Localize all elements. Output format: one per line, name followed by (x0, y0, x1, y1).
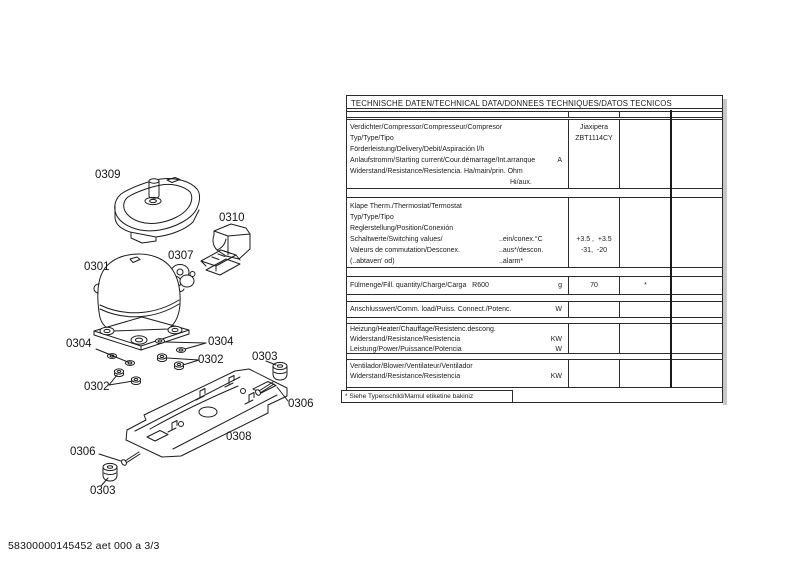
part-label-0308: 0308 (226, 431, 252, 443)
part-label-0310: 0310 (219, 212, 245, 224)
table-row-compressor: Verdichter/Compressor/Compresseur/Compresor Typ/Type/Tipo Förderleistung/Delivery/Debit/Aspiración l/h Anlaufstromm/Starting current/Cour.démarrage/Int.arranque A Widerstand/Resistance/Resistencia. Ha/main/prin. Ohm Hi/aux. Jiaxipera ZBT1114CY (346, 119, 723, 189)
row-text: Anschlusswert/Comm. load/Puiss. Connect./Potenc. W (347, 302, 568, 317)
row-text: Typ/Type/Tipo (350, 135, 394, 142)
table-row-spacer (346, 111, 723, 118)
compressor-model: ZBT1114CY (575, 135, 613, 142)
unit-label: g (558, 282, 562, 289)
table-thick-divider (670, 110, 672, 388)
table-row-fill-quantity (346, 276, 723, 295)
unit-label: A (557, 157, 562, 164)
row-text: Typ/Type/Tipo (350, 214, 394, 221)
row-text: Anlaufstromm/Starting current/Cour.démarrage/Int.arranque A (350, 157, 562, 164)
fill-quantity-note: * (619, 277, 671, 294)
switching-value-off: -31, -20 (580, 247, 608, 254)
drip-tray-part (115, 178, 200, 244)
table-row-thermostat (346, 197, 723, 268)
part-label-0306-left: 0306 (70, 446, 96, 458)
part-label-0304-left: 0304 (66, 338, 92, 350)
table-row-blower (346, 359, 723, 388)
row-text: (..abtaven' od) ..alarm* (350, 258, 524, 265)
compressor-brand: Jiaxipera (579, 124, 608, 131)
mounting-clip-part (201, 250, 240, 275)
value-cell (568, 198, 619, 267)
part-label-0306-right: 0306 (288, 398, 314, 410)
unit-label: KW (550, 336, 562, 343)
technical-data-table (346, 95, 723, 403)
unit-label: KW (550, 373, 562, 380)
table-row-connected-load (346, 301, 723, 318)
part-label-0307: 0307 (168, 250, 194, 262)
row-text: Schaltwerte/Switching values/ ..ein/conex.°C (350, 236, 543, 243)
value-cell (568, 120, 619, 188)
row-text: Widerstand/Resistance/Resistencia. Ha/main/prin. Ohm (350, 168, 523, 175)
row-text: Widerstand/Resistance/Resistencia KW (350, 373, 562, 380)
unit-label: W (555, 306, 562, 313)
row-text: Verdichter/Compressor/Compresseur/Compresor (350, 124, 503, 131)
part-label-0309: 0309 (95, 169, 121, 181)
row-text: Klape Therm./Thermostat/Termostat (350, 203, 462, 210)
fill-quantity-value: 70 (568, 277, 619, 294)
row-text: Valeurs de commutation/Desconex. ..aus*/descon. (350, 247, 544, 254)
part-label-0303-right: 0303 (252, 351, 278, 363)
row-text: Förderleistung/Delivery/Debit/Aspiración l/h (350, 146, 485, 153)
part-label-0304-right: 0304 (208, 336, 234, 348)
row-text: Heizung/Heater/Chauffage/Resistenc.descong. (350, 326, 496, 333)
switching-value-on: +3.5 , +3.5 (576, 236, 612, 243)
base-plate-part (126, 369, 287, 457)
part-label-0302-right: 0302 (198, 354, 224, 366)
table-title: TECHNISCHE DATEN/TECHNICAL DATA/DONNEES TECHNIQUES/DATOS TECNICOS (347, 96, 722, 109)
document-number: 58300000145452 aet 000 a 3/3 (8, 540, 160, 552)
unit-label: W (555, 346, 562, 353)
row-text: Fülmenge/Fill. quantity/Charge/Carga R600 g (347, 277, 568, 294)
part-label-0303-bottom: 0303 (90, 485, 116, 497)
table-footnote: * Siehe Typenschild/Mamul etiketine bakiniz (341, 390, 513, 403)
table-shadow (723, 99, 727, 405)
part-label-0302-left: 0302 (84, 381, 110, 393)
row-text: Ventilador/Blower/Ventilateur/Ventilador (350, 363, 473, 370)
row-text: Leistung/Power/Puissance/Potencia W (350, 346, 562, 353)
part-label-0301: 0301 (84, 261, 110, 273)
rubber-mount-part-bottom (103, 463, 117, 481)
row-text: Widerstand/Resistance/Resistencia KW (350, 336, 562, 343)
mount-pin-part-bottom (121, 452, 140, 466)
row-text: Reglerstellung/Position/Conexión (350, 225, 454, 232)
table-row-heater (346, 323, 723, 354)
